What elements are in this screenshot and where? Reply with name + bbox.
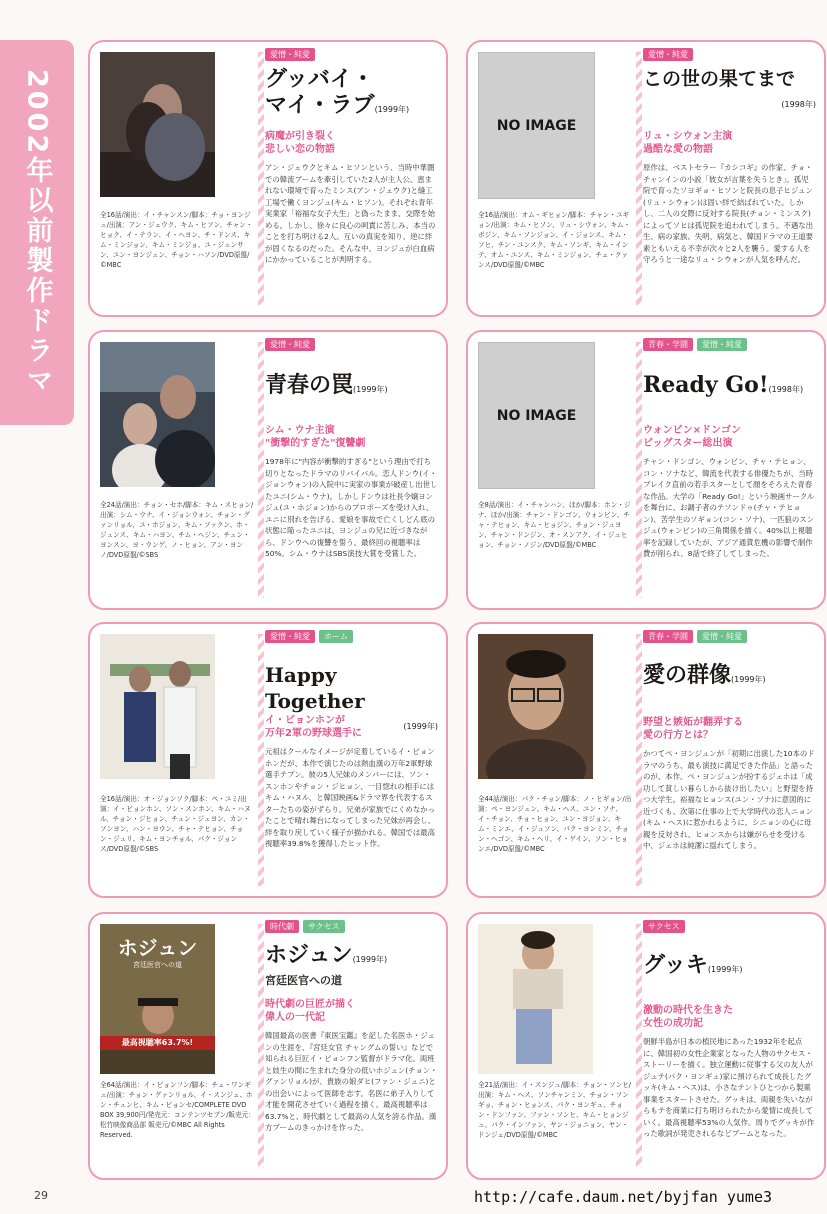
- drama-catch: [643, 1004, 816, 1030]
- catch-line2: 悲しい恋の物語: [265, 144, 335, 155]
- drama-poster: [100, 924, 215, 1074]
- drama-title-line1: 青春の罠: [265, 372, 354, 398]
- drama-title: [265, 66, 438, 123]
- drama-synopsis: かつてペ・ヨンジュンが「初期に出演した10本のドラマのうち、最も演技に満足できた作品」と語ったのが、本作。ペ・ヨンジュンが扮するジェホは「成功して貧しい暮らしから抜け出したい」と野望を持つ大学生。裕福なヒョンス(ユン・ソナ)に意図的に近づくも、次第に仕事の上で大学時代の恋人ニョン(キム・ヘス)に惹かれるように。シニョンの心に母親を反対され、ヒョンスからは嫌がらせを受ける中、ジェホは純潔に揺れてしまう。: [643, 749, 815, 850]
- genre-tag: 愛憎・純愛: [697, 338, 747, 351]
- card-stripe: [636, 634, 642, 886]
- drama-title: [643, 66, 816, 118]
- drama-catch: [265, 424, 438, 450]
- drama-subtitle: 宮廷医官への道: [265, 974, 342, 987]
- catch-line2: "衝撃的すぎた"復讐劇: [265, 438, 366, 449]
- card-stripe: [636, 924, 642, 1168]
- genre-tag: 愛憎・純愛: [697, 630, 747, 643]
- drama-title-line1: Ready Go!: [643, 372, 769, 398]
- drama-year: (1998年): [768, 385, 804, 394]
- drama-credits: 全24話/演出：チョン・セホ/脚本：キム・スヒョン/出演：シム・ウナ、イ・ジョンウォン、チョン・グァンリョル、ユ・ホジョン、キム・ソックン、ホ・ジュンス、キム・ハヨン、チム・ヘジン、チュン・ヨンスン、ヨ・ウンゲ、ノ・ヒョン、アン・ヨンノ/DVD原盤/©SBS: [100, 501, 254, 559]
- catch-line1: シム・ウナ主演: [265, 425, 335, 436]
- drama-card: [466, 912, 826, 1180]
- drama-synopsis: アン・ジェウクとキム・ヒソンという、当時中華圏での韓流ブームを牽引していた2人が主人公。恵まれない環境で育ったミンス(アン・ジェウク)と縫工工場で働くヨンジュ(キム・ヒソン)。それぞれ青年実業家「裕福な女子大生」と偽ったまま、交際を始める。しかし、徐々に良心の呵責に苦しみ、本当のことを打ち明ける2人。互いの真実を知り、逆に絆が固くなるのだった。そんな中、ヨンジュが白血病にかかっていることが判明する。: [265, 163, 436, 264]
- drama-title: [265, 942, 438, 973]
- poster-title: ホジュン: [117, 936, 198, 960]
- card-stripe: [636, 52, 642, 305]
- drama-title: [265, 372, 438, 403]
- drama-title-line1: 愛の群像: [643, 662, 732, 688]
- drama-year: (1999年): [353, 385, 388, 394]
- drama-title-line1: ホジュン: [265, 942, 353, 968]
- drama-catch: [265, 998, 438, 1024]
- catch-line1: ウォンビン×ドンゴン: [643, 425, 741, 436]
- sidebar-title: [0, 40, 74, 425]
- card-stripe: [258, 924, 264, 1168]
- photo-mother-daughter-image: [478, 924, 593, 1074]
- genre-tag: 愛憎・純愛: [265, 338, 315, 351]
- drama-title-line1: Happy Together: [265, 663, 365, 713]
- catch-line1: 病魔が引き裂く: [265, 131, 335, 142]
- drama-card: [466, 40, 826, 317]
- card-stripe: [636, 342, 642, 598]
- catch-line2: 偉人の一代記: [265, 1012, 325, 1023]
- catch-line1: 時代劇の巨匠が描く: [265, 999, 355, 1010]
- drama-year: (1999年): [352, 955, 388, 964]
- card-stripe: [258, 342, 264, 598]
- drama-credits: 全21話/演出：イ・スンジュ/脚本：チョン・ソンヒ/出演：キム・ヘス、ソンチャンミン、チョン・ソンギョ、チョン・ヒョンス、パク・ヨンギュ、チョン・ドンファン、ファン・ソンヒ、キム・ヒョンジュ、パク・インファン、ヤン・ジョニョン、ヤン・ドンジェ/DVD原盤/©MBC: [478, 1081, 632, 1139]
- catch-line2: 万年2軍の野球選手に: [265, 728, 362, 739]
- drama-photo-placeholder: [478, 342, 595, 489]
- catch-line1: 激動の時代を生きた: [643, 1005, 733, 1016]
- drama-catch: [265, 714, 438, 740]
- no-image-label: NO IMAGE: [496, 117, 577, 134]
- catch-line1: イ・ビョンホンが: [265, 715, 345, 726]
- drama-year: (1999年): [731, 675, 766, 684]
- genre-tag: 愛憎・純愛: [265, 630, 315, 643]
- card-stripe: [258, 52, 264, 305]
- drama-synopsis: 原作は、ベストセラー『カシコギ』の作家、チョ・チャンインの小説「彼女が言葉を失うとき」。孤児院で育ったソヨギョ・ヒソンと院長の息子ヒジュン(リュ・シウォン)は固い絆で結ばれていた。しかし、二人の交際に反対する院長(チョン・ミンスク)によってソヒは孤児院を追われてしまう。不遇な出生、病の家族、失明、病気と、韓国ドラマの王道要素ともいえる不幸が次々と2人を襲う。愛する人を守ろうと一途なリュ・シウォンが人気を呼んだ。: [643, 163, 813, 264]
- drama-year: (1999年): [403, 722, 438, 731]
- catch-line2: 女性の成功記: [643, 1018, 703, 1029]
- catch-line1: リュ・シウォン主演: [643, 131, 733, 142]
- drama-synopsis: 元祖はクールなイメージが定着しているイ・ビョンホンだが、本作で演じたのは熱血漢の万年2軍野球選手テプン。彼の5人兄妹のメンバーには、ソン・スンホンやチョン・ジヒョン、一目惚れの相手にはキム・ハヌル、と韓国映画&ドラマ界を代表するスターたちの姿がずらり。兄弟が家族でにくめなかったことで晴れ舞台になってしまった兄妹が再会し、絆を取り戻していく様子が描かれる。韓国では最高視聴率39.8%を獲得したヒット作。: [265, 747, 435, 848]
- drama-credits: 全16話/演出：オ・ジョンソク/脚本：ペ・ユミ/出演：イ・ビョンホン、ソン・スンホン、キム・ハヌル、チョン・ジヒョン、チュン・ジュヨン、カン・ソンヨン、ハン・ヨウン、チャ・テヒョン、チョン・ジュリ、キム・ヨンチョル、パク・ジョンス/DVD原盤/©SBS: [100, 795, 251, 853]
- drama-title: [643, 372, 816, 403]
- drama-title: [643, 662, 816, 693]
- drama-synopsis: 1978年に"内容が衝撃的すぎる"という理由で打ち切りとなったドラマのリバイバル。恋人ドンウ(イ・ジョンウォン)の入院中に実家の事業が破産し出世したユニ(シム・ウナ)。しかしドンウは社長令嬢ヨンジュ(ユ・ホジョン)からのプロポーズを受け入れ、ユニに別れを告げる。愛娘を事故で亡くしどん底の状態に陥ったユニは、ヨンジュの兄に近づきながら、ドンウへの復讐を誓う。最終回の視聴率は50%。シム・ウナはSBS演技大賞を受賞した。: [265, 457, 438, 558]
- genre-tag: サクセス: [643, 920, 685, 933]
- drama-credits: 全16話/演出：オム・ギヒョン/脚本：チャン・ユギョン/出演：キム・ヒソン、リュ・シウォン、キム・ボジン、キム・ソンジョン、イ・ジョンス、キム・ソヒ、チン・ユンスク、キム・ソンギ、キム・インテ、オム・ユンス、キム・ミンジョン、チェ・クァンス/DVD原盤/©MBC: [478, 211, 631, 269]
- drama-catch: [643, 424, 816, 450]
- drama-card: [466, 622, 826, 898]
- drama-card: [88, 40, 448, 317]
- drama-title-line1: グッバイ・: [265, 66, 374, 92]
- drama-catch: [643, 716, 816, 742]
- photo-couple-image: [100, 52, 215, 197]
- catch-line1: 野望と嫉妬が翻弄する: [643, 717, 743, 728]
- genre-tag: サクセス: [303, 920, 345, 933]
- drama-credits: 全44話/演出：パク・チョン/脚本：ノ・ヒギョン/出演：ペ・ヨンジュン、キム・ヘス、ユン・ソナ、イ・チョン、チョ・ヒョン、ユン・ヨジョン、キム・ミンエ、イ・ジュソン、パク・ヨンミン、チョン・ヘゴン、キム・ヘリ、イ・ゲイン、ソン・ヒョンエ/DVD原盤/©MBC: [478, 795, 632, 853]
- genre-tag: 時代劇: [265, 920, 299, 933]
- drama-card: [88, 330, 448, 610]
- drama-photo: [100, 342, 215, 487]
- drama-photo: [100, 634, 215, 779]
- photo-couple-image: [100, 342, 215, 487]
- genre-tag: 愛憎・純愛: [643, 48, 693, 61]
- drama-title-line1: グッキ: [643, 952, 708, 978]
- genre-tag: ホーム: [319, 630, 353, 643]
- drama-card: [88, 912, 448, 1180]
- drama-year: (1999年): [707, 965, 743, 974]
- page-number: 29: [34, 1189, 48, 1202]
- drama-title-line2: マイ・ラブ: [265, 92, 375, 118]
- drama-synopsis: 朝鮮半島が日本の植民地にあった1932年を起点に、韓国初の女性企業家となった人物のサクセス・ストーリーを描く。独立運動に従事する父の友人がジュテ(パク・ヨンギュ)家に預けられて成長したグッキ(キム・ヘス)は、小さなテントひとつから製菓事業をスタートさせた。グッキは、両親を失いながらもテを商業に打ち明けられたから愛情に成長していく。最高視聴率53%の人気作。周りでグッキが作った歌詞が発売されるなどブームとなった。: [643, 1037, 815, 1138]
- drama-credits: 全16話/演出：イ・チャンスン/脚本：チョ・ヨンジュ/出演：アン・ジェウク、キム・ヒソン、チャン・ヒョク、イ・テラン、イ・ヘヨン、チ・ドンス、キム・ミンジョン、キム・ミンジョ、ユ・ジュンサン、ユン・ヨンジュン、チョン・ハソン/DVD原盤/©MBC: [100, 211, 253, 269]
- poster-rating-band: 最高視聴率63.7%!: [121, 1038, 194, 1047]
- drama-catch: [265, 130, 438, 156]
- genre-tag: 青春・学園: [643, 338, 693, 351]
- card-stripe: [258, 634, 264, 886]
- drama-photo: [100, 52, 215, 197]
- drama-title-line1: この世の果てまで: [643, 68, 796, 90]
- drama-catch: [643, 130, 816, 156]
- genre-tag: 愛憎・純愛: [265, 48, 315, 61]
- catch-line2: ビッグスター総出演: [643, 438, 733, 449]
- source-url: http://cafe.daum.net/byjfan yume3: [474, 1188, 773, 1206]
- poster-subtitle: 宮廷医官への道: [133, 961, 182, 969]
- drama-photo-placeholder: [478, 52, 595, 199]
- drama-year: (1998年): [781, 100, 816, 109]
- catch-line2: 過酷な愛の物語: [643, 144, 713, 155]
- drama-card: [88, 622, 448, 898]
- drama-photo: [478, 924, 593, 1074]
- drama-credits: 全64話/演出：イ・ビョンフン/脚本：チェ・ワンギュ/出演：チョン・グァンリョル、イ・スンジェ、ホン・チュンヒ、キム・ビョンセ/COMPLETE DVD BOX 39,900円/発売元：コンテンツセブン/販売元：松竹映像商品部 販売元/©MBC All Rights Reserved.: [100, 1081, 255, 1139]
- catch-line2: 愛の行方とは？: [643, 730, 713, 741]
- sidebar-title-text: 2002年以前製作ドラマ: [21, 68, 53, 397]
- drama-card: [466, 330, 826, 610]
- photo-actors-image: [100, 634, 215, 779]
- drama-photo: [478, 634, 593, 779]
- no-image-label: NO IMAGE: [496, 407, 577, 424]
- genre-tag: 青春・学園: [643, 630, 693, 643]
- drama-credits: 全8話/演出：イ・チャンハン、ほか/脚本：ホン・ジナ、ほか/出演：チャン・ドンゴン、ウォンビン、チャ・テヒョン、キム・ヒョジン、チョン・ジュヨン、チャン・ドンジン、オ・スンアク、イ・ジュヒョン、チョン・ノジン/DVD原盤/©MBC: [478, 501, 631, 549]
- drama-title: [643, 952, 816, 983]
- photo-actor-image: [478, 634, 593, 779]
- drama-synopsis: チャン・ドンゴン、ウォンビン、チャ・テヒョン、コン・ソナなど、韓流を代表する俳優たちが、当時ブレイク直前の若手スターとして顔をそろえた青春な作品。大学の「Ready Go!」という映画サークルを舞台に、お調子者のテソンドゥ(チャ・テヒョン)、苦学生のソギョン(コン・ソナ)、一匹狼のスンジュ(ウォンビン)の三角関係を描く。40%以上視聴率を記録していたが、アジア通貨危機の影響で制作費が削られ、8話で終了してしまった。: [643, 457, 815, 558]
- drama-year: (1999年): [374, 105, 410, 114]
- drama-synopsis: 韓国最高の医書『東医宝鑑』を記した名医ホ・ジュンの生涯を、『宮廷女官 チャングムの誓い』などで知られる巨匠イ・ビョンフン監督がドラマ化。両班と妓生の間に生まれた身分の低いホジュン(チョン・グァンリョル)が、貴族の娘ダヒ(ファン・ジュニ)との出会いによって医師を志す。名医に弟子入りして才能を開花させていく過程を描く。最高視聴率は63.7%と、時代劇として最高の人気を誇る作品。漢方ブームのきっかけを作った。: [265, 1031, 438, 1132]
